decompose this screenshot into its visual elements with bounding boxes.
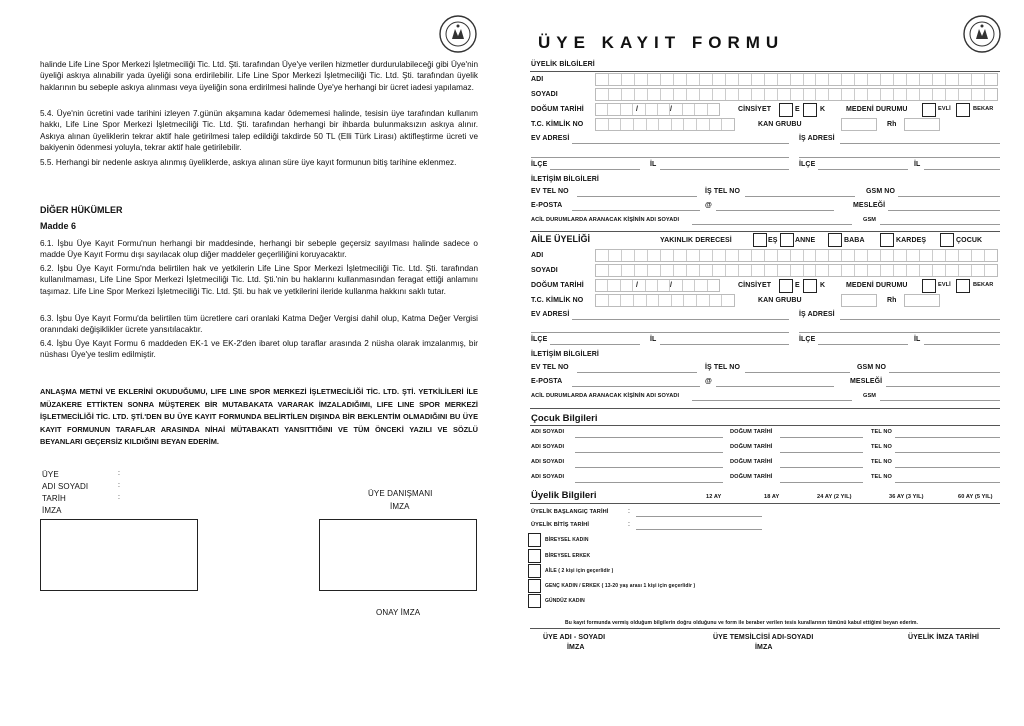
contact-info-heading: İLETİŞİM BİLGİLERİ	[531, 176, 599, 183]
gender-female-label: K	[820, 282, 826, 289]
child-name-label: ADI SOYADI	[531, 474, 565, 480]
home-address-label: EV ADRESİ	[531, 311, 570, 318]
birth-date-label: DOĞUM TARİHİ	[531, 282, 584, 289]
child-phone-label: TEL NO	[871, 474, 893, 480]
membership-info-heading: ÜYELİK BİLGİLERİ	[531, 61, 595, 68]
spouse-checkbox[interactable]	[753, 233, 767, 247]
birth-date-input[interactable]	[595, 103, 720, 116]
gender-male-label: E	[795, 282, 800, 289]
youth-label: GENÇ KADIN / ERKEK ( 13-20 yaş arası 1 kişi için geçerlidir )	[545, 583, 696, 589]
gender-male-checkbox[interactable]	[779, 279, 793, 293]
child-phone-label: TEL NO	[871, 429, 893, 435]
work-address-label: İŞ ADRESİ	[799, 311, 835, 318]
daytime-female-label: GÜNDÜZ KADIN	[545, 598, 585, 604]
surname-input[interactable]	[595, 88, 998, 101]
blood-type-input[interactable]	[841, 294, 877, 307]
emergency-gsm-label: GSM	[863, 393, 877, 399]
gender-female-checkbox[interactable]	[803, 103, 817, 117]
at-sign: @	[705, 378, 712, 385]
declaration-note: Bu kayıt formunda vermiş olduğum bilgilerin doğru olduğunu ve form ile beraber verilen tesis kurallarının tümünü kabul ettiğimi beyan ederim.	[565, 620, 919, 626]
home-address-label: EV ADRESİ	[531, 135, 570, 142]
city-label: İL	[650, 336, 657, 343]
emergency-gsm-label: GSM	[863, 217, 877, 223]
colon: :	[628, 521, 631, 528]
member-signature-box[interactable]	[40, 519, 198, 591]
child-phone-label: TEL NO	[871, 444, 893, 450]
child-checkbox[interactable]	[940, 233, 954, 247]
child-name-label: ADI SOYADI	[531, 429, 565, 435]
married-checkbox[interactable]	[922, 103, 936, 117]
child-birth-date-label: DOĞUM TARİHİ	[730, 444, 773, 450]
work-phone-label: İŞ TEL NO	[705, 364, 740, 371]
club-seal-icon	[962, 14, 1002, 54]
work-phone-label: İŞ TEL NO	[705, 188, 740, 195]
family-checkbox[interactable]	[528, 564, 541, 578]
form-title: ÜYE KAYIT FORMU	[538, 33, 785, 52]
surname-label: SOYADI	[531, 91, 558, 98]
terms-paragraph: 6.1. İşbu Üye Kayıt Formu'nun herhangi bir maddesinde, herhangi bir sebeple geçersiz sayılması halinde sadece o madde Üye Kayıt Formu dışı sayılacak olup diğer maddeler geçerliliğini koruyacaktır.	[40, 239, 478, 260]
marital-status-label: MEDENİ DURUMU	[846, 282, 908, 289]
gender-male-checkbox[interactable]	[779, 103, 793, 117]
city-label: İL	[650, 161, 657, 168]
marital-status-label: MEDENİ DURUMU	[846, 106, 908, 113]
city-label: İL	[914, 336, 921, 343]
district-label: İLÇE	[799, 161, 816, 168]
child-name-label: ADI SOYADI	[531, 444, 565, 450]
family-membership-heading: AİLE ÜYELİĞİ	[531, 234, 591, 244]
child-phone-label: TEL NO	[871, 459, 893, 465]
blood-type-input[interactable]	[841, 118, 877, 131]
family-name-input[interactable]	[595, 249, 998, 262]
date-separator: /	[636, 106, 639, 113]
child-name-label: ADI SOYADI	[531, 459, 565, 465]
individual-male-checkbox[interactable]	[528, 549, 541, 563]
date-separator: /	[670, 282, 673, 289]
mother-checkbox[interactable]	[780, 233, 794, 247]
colon: :	[118, 482, 121, 489]
emergency-contact-label: ACİL DURUMLARDA ARANACAK KİŞİNİN ADI SOYADI	[531, 393, 680, 399]
duration-36-months[interactable]: 36 AY (3 YIL)	[889, 494, 924, 500]
rh-input[interactable]	[904, 118, 940, 131]
terms-paragraph: halinde Life Line Spor Merkezi İşletmeciliği Tic. Ltd. Şti. tarafından Üye'ye verilen hizmetler durdurulabileceği gibi Üye'nin üyeliği askıya alınabilir yada üyeliği sona erdirilebilir. Life Line Spor Merkezi İşletmeciliği Tic. Ltd. Şti. tarafından üyelik haklarının bu sebeple askıya alınması veya üyeliğin sona erdirilmesi halinde Üye'ye herhangi bir ücret iadesi yapılamaz.	[40, 60, 478, 92]
colon: :	[118, 494, 121, 501]
duration-24-months[interactable]: 24 AY (2 YIL)	[817, 494, 852, 500]
spouse-label: EŞ	[768, 237, 778, 244]
individual-male-label: BİREYSEL ERKEK	[545, 553, 591, 559]
home-phone-label: EV TEL NO	[531, 188, 569, 195]
gsm-label: GSM NO	[857, 364, 886, 371]
married-label: EVLİ	[938, 282, 951, 288]
home-phone-label: EV TEL NO	[531, 364, 569, 371]
email-label: E-POSTA	[531, 378, 563, 385]
married-label: EVLİ	[938, 106, 951, 112]
father-checkbox[interactable]	[828, 233, 842, 247]
member-name-signature-label: ÜYE ADI - SOYADI	[543, 634, 606, 641]
signature-label: İMZA	[42, 506, 62, 515]
id-number-label: T.C. KİMLİK NO	[531, 297, 584, 304]
membership-signature-date-label: ÜYELİK İMZA TARİHİ	[908, 634, 980, 641]
date-separator: /	[636, 282, 639, 289]
family-id-number-input[interactable]	[595, 294, 735, 307]
single-label: BEKAR	[973, 282, 994, 288]
terms-paragraph: 6.4. İşbu Üye Kayıt Formu 6 maddeden EK-1 ve EK-2'den ibaret olup taraflar arasında 2 nüsha olarak imzalanmış, bir nüshası Üye'ye teslim edilmiştir.	[40, 339, 478, 360]
mother-label: ANNE	[795, 237, 816, 244]
member-label: ÜYE	[42, 470, 59, 479]
district-label: İLÇE	[799, 336, 816, 343]
membership-period-heading: Üyelik Bilgileri	[531, 490, 597, 501]
emergency-contact-label: ACİL DURUMLARDA ARANACAK KİŞİNİN ADI SOYADI	[531, 217, 680, 223]
at-sign: @	[705, 202, 712, 209]
youth-checkbox[interactable]	[528, 579, 541, 593]
gender-label: CİNSİYET	[738, 282, 772, 289]
child-birth-date-label: DOĞUM TARİHİ	[730, 429, 773, 435]
gender-male-label: E	[795, 106, 800, 113]
daytime-female-checkbox[interactable]	[528, 594, 541, 608]
child-label: ÇOCUK	[956, 237, 983, 244]
terms-paragraph: 5.5. Herhangi bir nedenle askıya alınmış üyeliklerde, askıya alınan süre üye kayıt formunun bitiş tarihine eklenmez.	[40, 158, 457, 167]
colon: :	[118, 470, 121, 477]
duration-60-months[interactable]: 60 AY (5 YIL)	[958, 494, 993, 500]
gender-label: CİNSİYET	[738, 106, 772, 113]
family-birth-date-input[interactable]	[595, 279, 720, 292]
representative-name-label: ÜYE TEMSİLCİSİ ADI-SOYADI	[713, 634, 814, 641]
father-label: BABA	[844, 237, 865, 244]
terms-paragraph: 6.3. İşbu Üye Kayıt Formu'da belirtilen tüm ücretlere cari oranlaki Katma Değer Vergisi dahil olup, Katma Değer Vergisi oranındaki değişiklikler ücrete yansıtılacaktır.	[40, 314, 478, 335]
children-info-heading: Çocuk Bilgileri	[531, 413, 598, 424]
approval-signature-label: ONAY İMZA	[376, 608, 421, 617]
rh-label: Rh	[887, 297, 897, 304]
terms-paragraph: 6.2. İşbu Üye Kayıt Formu'nda belirtilen hak ve yetkilerin Life Line Spor Merkezi İşletmeciliği Tic. Ltd. Şti. tarafından kullanılmaması, Life Line Spor Merkezi İşletmeciliği Tic. Ltd. Şti.'nin bu haklarını kullanmasından feragat ettiği anlamını taşımaz. Life Line Spor Merkezi İşletmeciliği Tic. Ltd. Şti. bu hak ve yetkilerini ileride kullanma hakkını saklı tutar.	[40, 264, 478, 296]
child-birth-date-label: DOĞUM TARİHİ	[730, 474, 773, 480]
email-label: E-POSTA	[531, 202, 563, 209]
consultant-signature-label: İMZA	[390, 502, 410, 511]
married-checkbox[interactable]	[922, 279, 936, 293]
occupation-label: MESLEĞİ	[853, 202, 886, 209]
member-signature-label: İMZA	[567, 644, 585, 651]
agreement-statement: ANLAŞMA METNİ VE EKLERİNİ OKUDUĞUMU, LIFE LINE SPOR MERKEZİ İŞLETMECİLİĞİ TİC. LTD. ŞTİ. YETKİLİLERİ İLE MÜZAKERE ETTİKTEN SONRA MÜŞTEREK BİR MUTABAKATA VARARAK İMZALADIĞIMI, LIFE LINE SPOR MERKEZİ İŞLETMECİLİĞİ TİC. LTD. ŞTİ.'DEN BU ÜYE KAYIT FORMUNDA BELİRTİLEN DIŞINDA BİR BEKLENTİM OLMADIĞINI BU ÜYE KAYIT FORMUNUN TARAFLAR ARASINDA NİHAİ MÜTABAKATI YANSITTIĞINI VE TÜM ÖNCEKİ YAZILI VE SÖZLÜ BEYANLARI GEÇERSİZ KILDIĞINI BEYAN EDERİM.	[40, 387, 478, 446]
terms-paragraph: 5.4. Üye'nin ücretini vade tarihini izleyen 7.günün akşamına kadar ödememesi halinde, tesisin üye tarafından kullanım hakkı, Life Line Spor Merkezi İşletmeciliği Tic. Ltd. Şti. tarafından herhangi bir ihbarda bulunmaksızın askıya alınır. Askıya alınan üyeliklerin tekrar aktif hale getirilmesi talep edildiği takdirde 50 TL (Elli Türk Lirası) aktifleştirme ücreti ve bakiyenin ödenmesi yoluyla, tekrar aktif hale getirilebilir.	[40, 109, 478, 152]
name-label: ADI	[531, 252, 544, 259]
work-address-label: İŞ ADRESİ	[799, 135, 835, 142]
start-date-label: ÜYELİK BAŞLANGIÇ TARİHİ	[531, 509, 609, 515]
rh-label: Rh	[887, 121, 897, 128]
family-label: AİLE ( 2 kişi için geçerlidir )	[545, 568, 614, 574]
single-label: BEKAR	[973, 106, 994, 112]
birth-date-label: DOĞUM TARİHİ	[531, 106, 584, 113]
id-number-input[interactable]	[595, 118, 735, 131]
sibling-checkbox[interactable]	[880, 233, 894, 247]
district-label: İLÇE	[531, 161, 548, 168]
family-surname-input[interactable]	[595, 264, 998, 277]
duration-18-months[interactable]: 18 AY	[764, 494, 780, 500]
relationship-label: YAKINLIK DERECESİ	[660, 237, 732, 244]
sibling-label: KARDEŞ	[896, 237, 927, 244]
blood-type-label: KAN GRUBU	[758, 297, 802, 304]
article-heading: Madde 6	[40, 221, 77, 231]
section-heading: DİĞER HÜKÜMLER	[40, 205, 123, 215]
colon: :	[628, 508, 631, 515]
name-input[interactable]	[595, 73, 998, 86]
individual-female-checkbox[interactable]	[528, 533, 541, 547]
child-birth-date-label: DOĞUM TARİHİ	[730, 459, 773, 465]
rh-input[interactable]	[904, 294, 940, 307]
individual-female-label: BİREYSEL KADIN	[545, 537, 589, 543]
city-label: İL	[914, 161, 921, 168]
representative-signature-label: İMZA	[755, 644, 773, 651]
gender-female-label: K	[820, 106, 826, 113]
id-number-label: T.C. KİMLİK NO	[531, 121, 584, 128]
date-label: TARİH	[42, 494, 66, 503]
gender-female-checkbox[interactable]	[803, 279, 817, 293]
consultant-label: ÜYE DANIŞMANI	[368, 489, 433, 498]
gsm-label: GSM NO	[866, 188, 895, 195]
contact-info-heading: İLETİŞİM BİLGİLERİ	[531, 351, 599, 358]
district-label: İLÇE	[531, 336, 548, 343]
single-checkbox[interactable]	[956, 279, 970, 293]
duration-12-months[interactable]: 12 AY	[706, 494, 722, 500]
name-label: ADI	[531, 76, 544, 83]
end-date-label: ÜYELİK BİTİŞ TARİHİ	[531, 522, 590, 528]
consultant-signature-box[interactable]	[319, 519, 477, 591]
single-checkbox[interactable]	[956, 103, 970, 117]
date-separator: /	[670, 106, 673, 113]
name-label: ADI SOYADI	[42, 482, 89, 491]
blood-type-label: KAN GRUBU	[758, 121, 802, 128]
surname-label: SOYADI	[531, 267, 558, 274]
club-seal-icon	[438, 14, 478, 54]
occupation-label: MESLEĞİ	[850, 378, 883, 385]
